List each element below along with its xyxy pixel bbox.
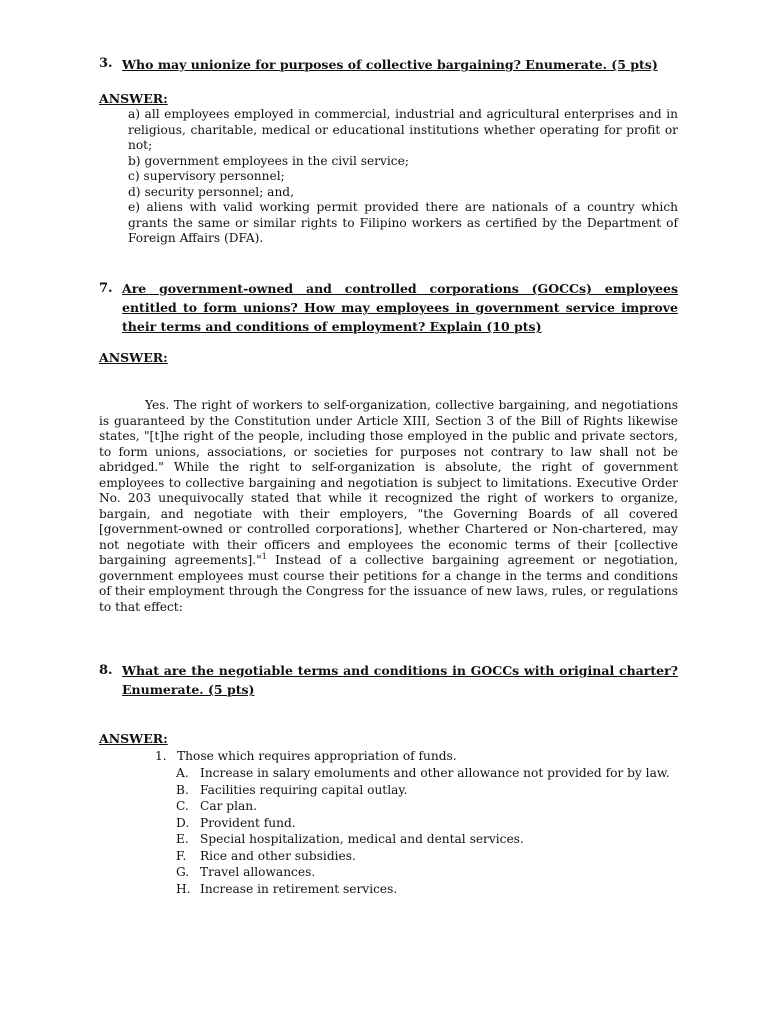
- sub-item-c: [176, 798, 678, 815]
- sub-item-letter: E.: [176, 832, 189, 846]
- item-text: aliens with valid working permit provided there are nationals of a country which grants the same or similar rights to Filipino workers as certified by the Department of Foreign Affairs (DFA).: [128, 200, 678, 245]
- sub-item-letter: B.: [176, 782, 189, 797]
- sub-item-letter: C.: [176, 799, 189, 813]
- sub-item-letter: D.: [176, 815, 190, 830]
- answer-item-c: [128, 169, 678, 185]
- item-text: security personnel; and,: [144, 184, 294, 199]
- sub-item-text: Travel allowances.: [200, 865, 316, 879]
- answer-sub-list: [176, 765, 678, 897]
- sub-item-letter: H.: [176, 881, 191, 896]
- sub-item-text: Provident fund.: [200, 815, 296, 830]
- question-7-answer-label: ANSWER:: [99, 350, 168, 365]
- answer-main-item-number: 1.: [155, 749, 167, 763]
- question-3-number: 3.: [99, 56, 113, 71]
- question-3-answer-list: [128, 107, 678, 247]
- question-7-text: Are government-owned and controlled corporations (GOCCs) employees entitled to form unions? How may employees in government service improve their terms and conditions of employment? Explain (10 pts): [122, 281, 678, 334]
- item-letter: a): [128, 107, 141, 121]
- item-letter: e): [128, 200, 140, 214]
- sub-item-e: [176, 831, 678, 848]
- sub-item-letter: F.: [176, 848, 187, 863]
- sub-item-text: Increase in salary emoluments and other allowance not provided for by law.: [200, 766, 670, 780]
- paragraph-part-1: Yes. The right of workers to self-organization, collective bargaining, and negotiations is guaranteed by the Constitution under Article XIII, Section 3 of the Bill of Rights likewise states, "[t]he right of the people, including those employed in the public and private sectors, to form unions, associations, or societies for purposes not contrary to law shall not be abridged." While the right to self-organization is absolute, the right of government employees to collective bargaining and negotiation is subject to limitations. Executive Order No. 203 unequivocally stated that while it recognized the right of workers to organize, bargain, and negotiate with their employers, "the Governing Boards of all covered [government-owned or controlled corporations], whether Chartered or Non-chartered, may not negotiate with their officers and employees the economic terms of their [collective bargaining agreements].": [99, 398, 678, 567]
- answer-item-e: [128, 200, 678, 247]
- sub-item-b: [176, 782, 678, 799]
- sub-item-text: Facilities requiring capital outlay.: [200, 782, 408, 797]
- answer-item-a: [128, 107, 678, 154]
- item-letter: c): [128, 169, 140, 183]
- sub-item-f: [176, 848, 678, 865]
- sub-item-text: Car plan.: [200, 799, 257, 813]
- sub-item-text: Rice and other subsidies.: [200, 848, 356, 863]
- item-text: government employees in the civil service;: [144, 153, 409, 168]
- sub-item-text: Special hospitalization, medical and dental services.: [200, 832, 524, 846]
- sub-item-d: [176, 815, 678, 832]
- answer-main-item-text: Those which requires appropriation of funds.: [177, 749, 457, 763]
- answer-item-b: [128, 154, 678, 170]
- question-8-answer-label: ANSWER:: [99, 731, 168, 746]
- item-letter: d): [128, 184, 141, 199]
- sub-item-text: Increase in retirement services.: [200, 881, 398, 896]
- paragraph-part-2: Instead of a collective bargaining agreement or negotiation, government employees must course their petitions for a change in the terms and conditions of their employment through the Congress for the issuance of new laws, rules, or regulations to that effect:: [99, 553, 678, 614]
- sub-item-letter: A.: [176, 766, 189, 780]
- item-letter: b): [128, 153, 141, 168]
- item-text: all employees employed in commercial, industrial and agricultural enterprises and in religious, charitable, medical or educational institutions whether operating for profit or not;: [128, 107, 678, 152]
- sub-item-h: [176, 881, 678, 898]
- footnote-mark: 1: [261, 551, 267, 561]
- question-8-text: What are the negotiable terms and conditions in GOCCs with original charter? Enumerate. (5 pts): [122, 663, 678, 697]
- sub-item-g: [176, 864, 678, 881]
- question-3-answer-label: ANSWER:: [99, 91, 168, 106]
- item-text: supervisory personnel;: [143, 169, 285, 183]
- answer-item-d: [128, 185, 678, 201]
- question-8-number: 8.: [99, 663, 113, 678]
- sub-item-letter: G.: [176, 865, 190, 879]
- sub-item-a: [176, 765, 678, 782]
- question-3-text: Who may unionize for purposes of collective bargaining? Enumerate. (5 pts): [122, 57, 658, 72]
- question-7-answer-paragraph: [99, 398, 678, 615]
- question-7-number: 7.: [99, 281, 113, 296]
